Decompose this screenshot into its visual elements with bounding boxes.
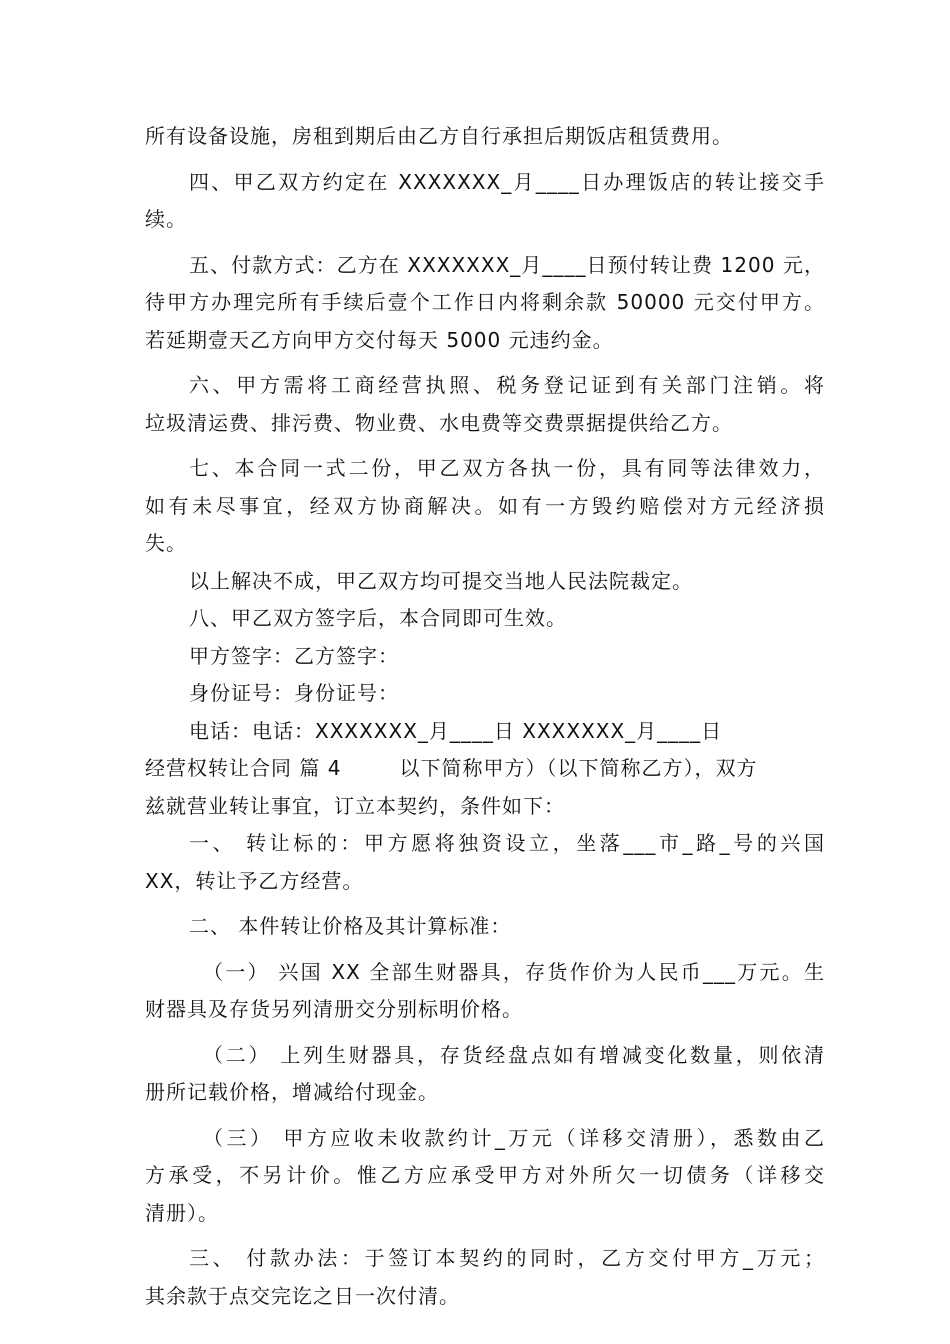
clause-six-line: 六、甲方需将工商经营执照、税务登记证到有关部门注销。将 xyxy=(189,373,825,397)
section-heading-line xyxy=(145,750,825,788)
sub-item-two-line: （二） 上列生财器具，存货经盘点如有增减变化数量，则依清 xyxy=(203,1042,825,1067)
sub-item-three-line: （三） 甲方应收未收款约计_万元（详移交清册），悉数由乙 xyxy=(203,1125,825,1150)
signature-line: 甲方签字：乙方签字： xyxy=(189,643,399,668)
clause-eight-line: 八、甲乙双方签字后，本合同即可生效。 xyxy=(189,606,567,630)
paragraph-line: XX，转让予乙方经营。 xyxy=(145,868,364,893)
paragraph-line: 待甲方办理完所有手续后壹个工作日内将剩余款 50000 元交付甲方。 xyxy=(145,290,825,314)
paragraph-line: 财器具及存货另列清册交分别标明价格。 xyxy=(145,997,523,1021)
paragraph-line: 若延期壹天乙方向甲方交付每天 5000 元违约金。 xyxy=(145,327,614,352)
paragraph-line: 垃圾清运费、排污费、物业费、水电费等交费票据提供给乙方。 xyxy=(145,410,733,435)
paragraph-line: 清册）。 xyxy=(145,1200,219,1225)
contract-text xyxy=(145,118,825,1315)
paragraph-line: 兹就营业转让事宜，订立本契约，条件如下： xyxy=(145,793,565,818)
paragraph-line: 以上解决不成，甲乙双方均可提交当地人民法院裁定。 xyxy=(189,568,693,593)
clause-four-line: 四、甲乙双方约定在 XXXXXXX_月____日办理饭店的转让接交手 xyxy=(189,169,825,194)
paragraph-line: 方承受，不另计价。惟乙方应承受甲方对外所欠一切债务（详移交 xyxy=(145,1163,825,1187)
clause-seven-line: 七、本合同一式二份，甲乙双方各执一份，具有同等法律效力， xyxy=(189,456,825,480)
sub-item-one-line: （一） 兴国 XX 全部生财器具，存货作价为人民币___万元。生 xyxy=(203,959,825,984)
section-heading: 经营权转让合同 篇 4 xyxy=(145,756,342,780)
party-definition: 以下简称甲方）（以下简称乙方），双方 xyxy=(399,756,758,780)
phone-date-line: 电话：电话：XXXXXXX_月____日 XXXXXXX_月____日 xyxy=(189,718,723,743)
paragraph-line: 所有设备设施，房租到期后由乙方自行承担后期饭店租赁费用。 xyxy=(145,124,733,148)
article-three-line: 三、 付款办法：于签订本契约的同时，乙方交付甲方_万元； xyxy=(189,1246,825,1270)
paragraph-line: 续。 xyxy=(145,207,187,231)
paragraph-line: 失。 xyxy=(145,531,187,555)
id-number-line: 身份证号：身份证号： xyxy=(189,681,399,705)
clause-five-line: 五、付款方式：乙方在 XXXXXXX_月____日预付转让费 1200 元， xyxy=(189,252,825,277)
paragraph-line: 其余款于点交完讫之日一次付清。 xyxy=(145,1283,460,1308)
article-two-line: 二、 本件转让价格及其计算标准： xyxy=(189,914,512,938)
paragraph-line: 如有未尽事宜，经双方协商解决。如有一方毁约赔偿对方元经济损 xyxy=(145,493,825,518)
paragraph-line: 册所记载价格，增减给付现金。 xyxy=(145,1080,439,1104)
article-one-line: 一、 转让标的：甲方愿将独资设立，坐落___市_路_号的兴国 xyxy=(189,831,825,855)
